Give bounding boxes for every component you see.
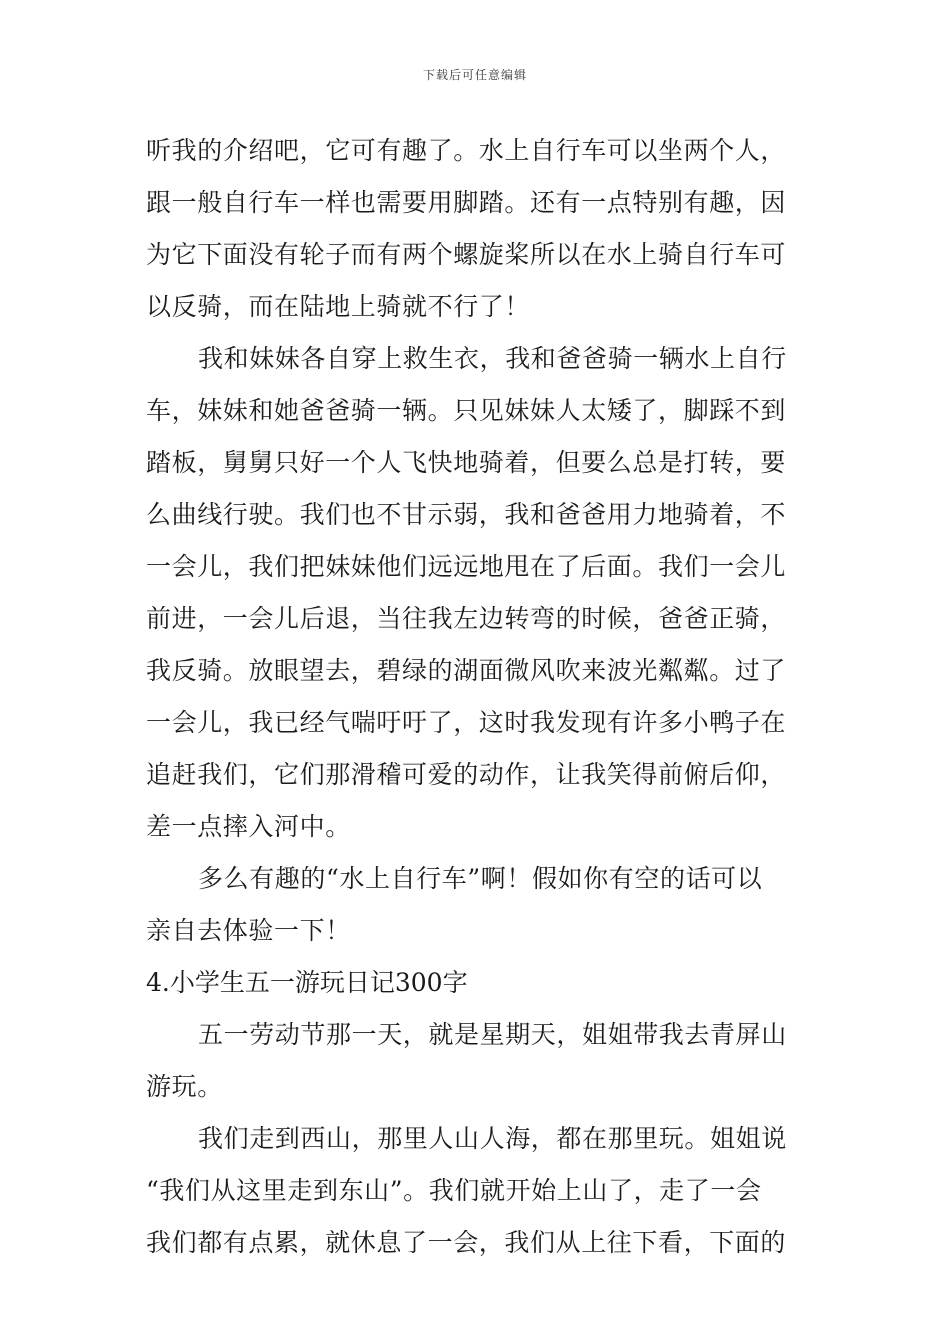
text-line: 听我的介绍吧，它可有趣了。水上自行车可以坐两个人， [146,136,787,165]
text-line: 我们都有点累，就休息了一会，我们从上往下看，下面的 [146,1228,787,1257]
text-line: 游玩。 [146,1072,223,1101]
paragraph-start-line: 多么有趣的“水上自行车”啊！假如你有空的话可以 [198,864,763,893]
text-line: 我反骑。放眼望去，碧绿的湖面微风吹来波光粼粼。过了 [146,656,787,685]
text-line: 亲自去体验一下！ [146,916,351,945]
text-line: 以反骑，而在陆地上骑就不行了！ [146,292,531,321]
page-header: 下载后可任意编辑 [422,68,527,82]
text-line: 一会儿，我们把妹妹他们远远地甩在了后面。我们一会儿 [146,552,787,581]
text-line: 前进，一会儿后退，当往我左边转弯的时候，爸爸正骑， [146,604,787,633]
text-line: “我们从这里走到东山”。我们就开始上山了，走了一会 [146,1176,762,1205]
document-body [146,125,811,1269]
text-line: 踏板，舅舅只好一个人飞快地骑着，但要么总是打转，要 [146,448,787,477]
text-line: 么曲线行驶。我们也不甘示弱，我和爸爸用力地骑着，不 [146,500,787,529]
section-heading: 4.小学生五一游玩日记300字 [146,968,468,997]
text-line: 差一点摔入河中。 [146,812,351,841]
paragraph-start-line: 我和妹妹各自穿上救生衣，我和爸爸骑一辆水上自行 [198,344,787,373]
text-line: 跟一般自行车一样也需要用脚踏。还有一点特别有趣，因 [146,188,787,217]
paragraph-start-line: 我们走到西山，那里人山人海，都在那里玩。姐姐说 [198,1124,787,1153]
paragraph-start-line: 五一劳动节那一天，就是星期天，姐姐带我去青屏山 [198,1020,787,1049]
text-line: 为它下面没有轮子而有两个螺旋桨所以在水上骑自行车可 [146,240,787,269]
text-line: 车，妹妹和她爸爸骑一辆。只见妹妹人太矮了，脚踩不到 [146,396,787,425]
text-line: 追赶我们，它们那滑稽可爱的动作，让我笑得前俯后仰， [146,760,787,789]
text-line: 一会儿，我已经气喘吁吁了，这时我发现有许多小鸭子在 [146,708,787,737]
